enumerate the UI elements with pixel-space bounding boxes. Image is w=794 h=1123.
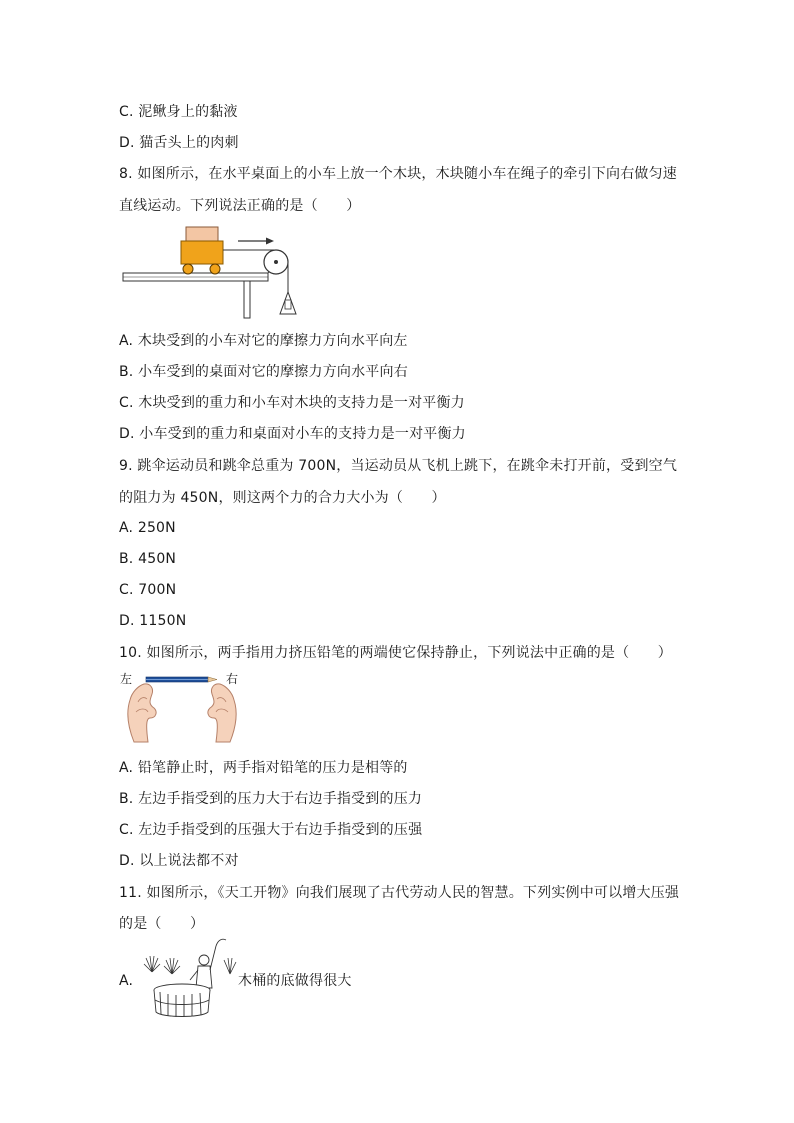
q10-pencil-fingers-figure: [120, 672, 244, 750]
q10-figure-right-label: 右: [226, 672, 239, 686]
farmer: [190, 939, 226, 988]
q10-option-d: D. 以上说法都不对: [119, 853, 239, 869]
q11-wooden-barrel-figure: [138, 936, 238, 1024]
cart-wheel-right: [210, 264, 220, 274]
q11-option-a-text: 木桶的底做得很大: [238, 973, 352, 989]
q9-stem-line1: 9. 跳伞运动员和跳伞总重为 700N，当运动员从飞机上跳下，在跳伞未打开前，受到空气: [119, 458, 678, 474]
q9-option-a: A. 250N: [119, 520, 176, 536]
q7-option-d: D. 猫舌头上的肉刺: [119, 135, 239, 151]
q8-option-d: D. 小车受到的重力和桌面对小车的支持力是一对平衡力: [119, 426, 466, 442]
q8-option-a: A. 木块受到的小车对它的摩擦力方向水平向左: [119, 333, 408, 349]
table-leg: [244, 281, 250, 318]
right-hand: [208, 684, 236, 742]
q9-option-b: B. 450N: [119, 551, 177, 567]
q8-cart-pulley-figure: [118, 224, 288, 322]
q10-option-b: B. 左边手指受到的压力大于右边手指受到的压力: [119, 791, 423, 807]
q11-stem-line2: 的是（ ）: [119, 916, 205, 932]
q8-option-c: C. 木块受到的重力和小车对木块的支持力是一对平衡力: [119, 395, 465, 411]
q8-option-b: B. 小车受到的桌面对它的摩擦力方向水平向右: [119, 364, 408, 380]
q10-figure-left-label: 左: [120, 672, 133, 686]
wooden-barrel: [154, 984, 210, 1017]
q10-stem: 10. 如图所示，两手指用力挤压铅笔的两端使它保持静止，下列说法中正确的是（ ）: [119, 645, 672, 661]
cart-wheel-left: [183, 264, 193, 274]
q8-stem-line2: 直线运动。下列说法正确的是（ ）: [119, 198, 361, 214]
cart-body: [181, 241, 223, 264]
wooden-block: [186, 227, 218, 241]
q8-stem-line1: 8. 如图所示，在水平桌面上的小车上放一个木块，木块随小车在绳子的牵引下向右做匀速: [119, 166, 678, 182]
q11-stem-line1: 11. 如图所示，《天工开物》向我们展现了古代劳动人民的智慧。下列实例中可以增大压强: [119, 885, 680, 901]
q10-option-c: C. 左边手指受到的压强大于右边手指受到的压强: [119, 822, 423, 838]
grain-sheaves: [144, 956, 236, 974]
q9-stem-line2: 的阻力为 450N，则这两个力的合力大小为（ ）: [119, 490, 446, 506]
q9-option-c: C. 700N: [119, 582, 177, 598]
left-hand: [128, 684, 156, 742]
q10-option-a: A. 铅笔静止时，两手指对铅笔的压力是相等的: [119, 760, 408, 776]
q7-option-c: C. 泥鳅身上的黏液: [119, 104, 238, 120]
q9-option-d: D. 1150N: [119, 613, 187, 629]
q11-option-a-letter: A.: [119, 973, 134, 989]
